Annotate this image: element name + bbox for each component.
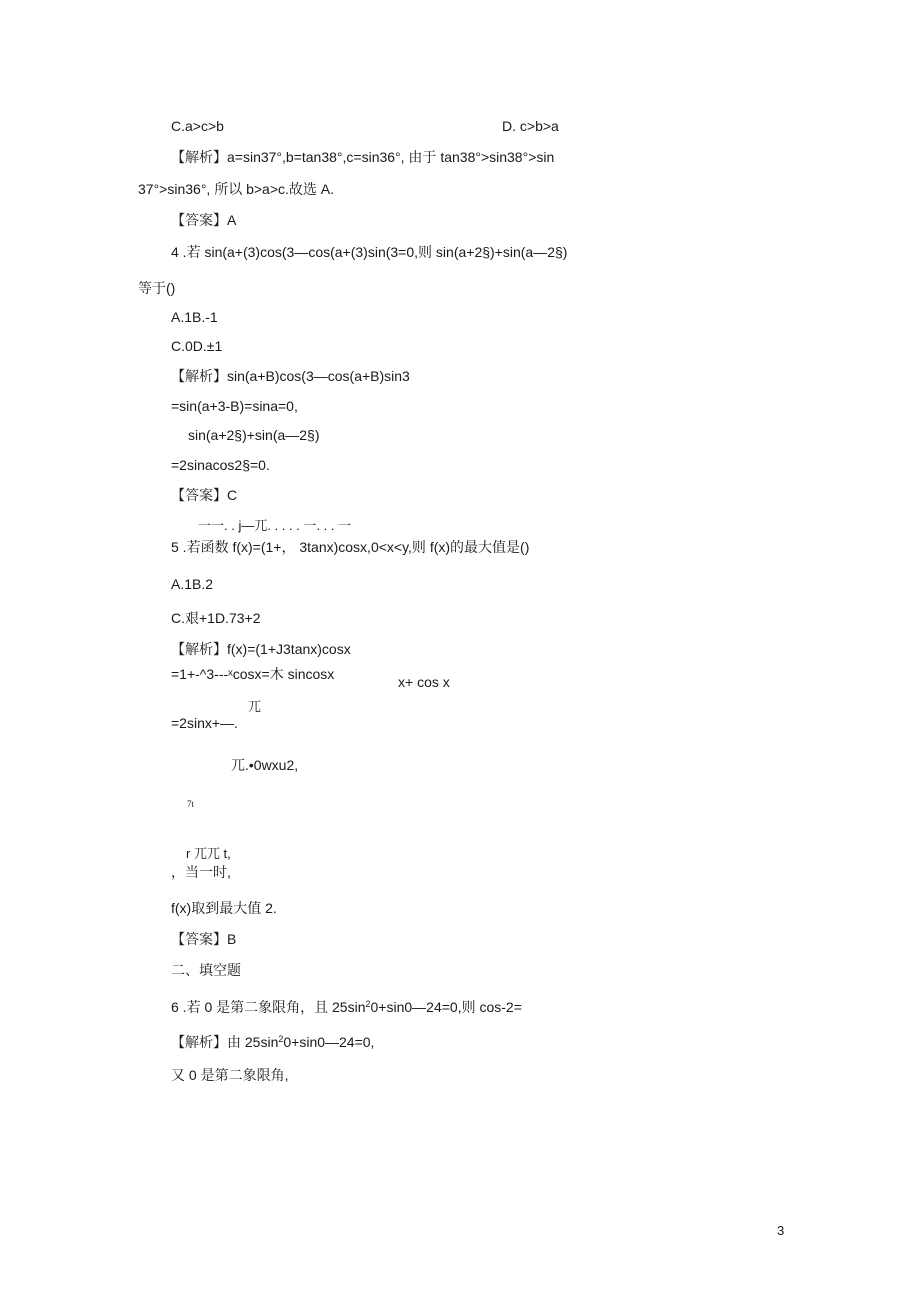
formula-fragment: 一一. . j—兀. . . . . 一. . . 一: [198, 518, 352, 533]
answer-5: 【答案】B: [171, 931, 237, 947]
analysis-5-line4: 兀.•0wxu2,: [231, 757, 299, 773]
options-5-cd: C.艰+1D.73+2: [171, 610, 261, 626]
question-5: 5 .若函数 f(x)=(1+， 3tanx)cosx,0<x<y,则 f(x)的最大值是(): [171, 539, 530, 555]
options-5-ab: A.1B.2: [171, 576, 214, 592]
options-4-cd: C.0D.±1: [171, 338, 223, 354]
analysis-4-line1: 【解析】sin(a+B)cos(3—cos(a+B)sin3: [171, 368, 410, 384]
option-d-3: D. c>b>a: [502, 118, 559, 134]
question-4-cont: 等于(): [138, 280, 176, 296]
analysis-5-line6: f(x)取到最大值 2.: [171, 900, 277, 916]
analysis-5-denominator: x+ cos x: [398, 674, 450, 690]
page-number: 3: [777, 1223, 785, 1238]
fragment-7t: 7t: [187, 799, 195, 809]
analysis-6-line2: 又 0 是第二象限角,: [171, 1067, 289, 1083]
answer-3: 【答案】A: [171, 212, 237, 228]
analysis-5-line5: ，当一时,: [171, 864, 231, 880]
analysis-6-line1: 【解析】由 $25\sin^20+\sin 0—24=0$,: [171, 1034, 375, 1050]
option-c-3: C.a>c>b: [171, 118, 224, 134]
options-4-ab: A.1B.-1: [171, 309, 218, 325]
analysis-3-line2: 37°>sin36°, 所以 b>a>c.故选 A.: [138, 181, 335, 197]
section-heading-fill-blank: 二、填空题: [171, 962, 241, 978]
analysis-5-line1: 【解析】f(x)=(1+J3tanx)cosx: [171, 641, 351, 657]
analysis-4-line4: =2sinacos2§=0.: [171, 457, 270, 473]
analysis-4-line2: =sin(a+3-B)=sina=0,: [171, 398, 298, 414]
question-6: 6 .若 0 是第二象限角，且 $25\sin^20+\sin 0—24=0$,则 cos-2=: [171, 999, 522, 1015]
fragment-pi: r 兀兀 t,: [186, 846, 231, 861]
analysis-3-line1: 【解析】a=sin37°,b=tan38°,c=sin36°, 由于 tan38°>sin38°>sin: [171, 149, 555, 165]
pi-symbol-1: 兀: [248, 699, 262, 714]
question-4: 4 .若 sin(a+(3)cos(3—cos(a+(3)sin(3=0,则 sin(a+2§)+sin(a—2§): [171, 244, 568, 260]
answer-4: 【答案】C: [171, 487, 238, 503]
analysis-5-line2: =1+-^3---ˣcosx=木 sincosx: [171, 666, 335, 682]
analysis-5-line3: =2sinx+—.: [171, 715, 238, 731]
analysis-4-line3: sin(a+2§)+sin(a—2§): [188, 427, 320, 443]
